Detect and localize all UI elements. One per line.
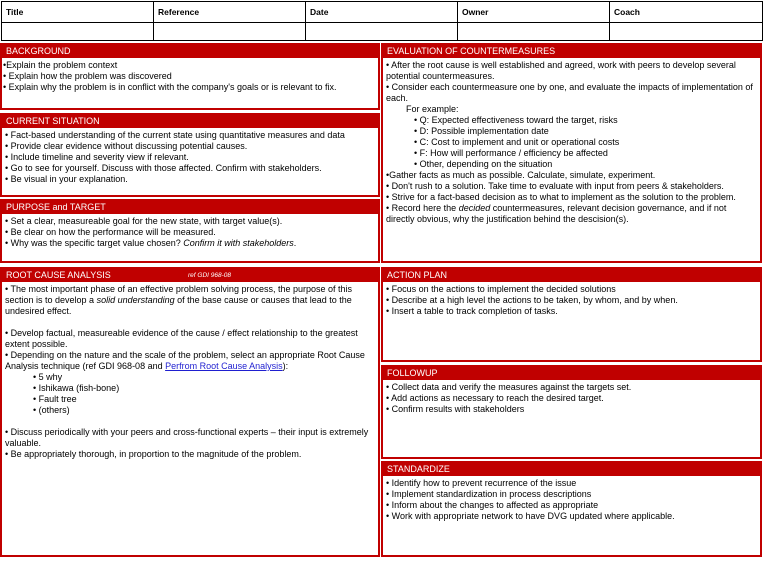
eval-example: • C: Cost to implement and unit or operational costs [414, 137, 620, 147]
background-item: •Explain the problem context [3, 60, 118, 70]
rca-technique: • Ishikawa (fish-bone) [33, 383, 120, 393]
standardize-panel [381, 461, 762, 557]
header-owner-label: Owner [458, 2, 610, 23]
rca-technique: • (others) [33, 405, 70, 415]
eval-paragraph: • After the root cause is well established and agreed, work with peers to develop several potential countermeasures. [386, 60, 736, 81]
eval-line: • Strive for a fact-based decision as to what to implement as the solution to the problem. [386, 192, 736, 202]
standardize-title: STANDARDIZE [383, 463, 760, 476]
current-item: • Provide clear evidence without discussing potential causes. [5, 141, 248, 151]
background-panel [0, 43, 380, 110]
root-cause-ref: ref GDI 968-08 [188, 272, 231, 279]
action-item: • Describe at a high level the actions to be taken, by whom, and by when. [386, 295, 678, 305]
action-plan-title: ACTION PLAN [383, 269, 760, 282]
purpose-item: • Why was the specific target value chosen? Confirm it with stakeholders. [5, 238, 297, 248]
rca-technique: • Fault tree [33, 394, 77, 404]
background-item: • Explain why the problem is in conflict with the company's goals or is relevant to fix. [3, 82, 337, 92]
evaluation-title: EVALUATION OF COUNTERMEASURES [383, 45, 760, 58]
current-item: • Include timeline and severity view if relevant. [5, 152, 189, 162]
action-plan-panel [381, 267, 762, 362]
header-date-field[interactable] [306, 22, 458, 40]
followup-item: • Collect data and verify the measures against the targets set. [386, 382, 632, 392]
eval-example: • F: How will performance / efficiency be affected [414, 148, 608, 158]
eval-paragraph: • Consider each countermeasure one by one, and evaluate the impacts of implementation of each. [386, 82, 753, 103]
background-item: • Explain how the problem was discovered [3, 71, 172, 81]
evaluation-panel [381, 43, 762, 263]
purpose-target-panel [0, 199, 380, 263]
rca-paragraph: • Develop factual, measureable evidence of the cause / effect relationship to the greatest extent possible. [5, 328, 358, 349]
followup-item: • Confirm results with stakeholders [386, 404, 525, 414]
action-item: • Insert a table to track completion of tasks. [386, 306, 558, 316]
rca-paragraph: • Be appropriately thorough, in proportion to the magnitude of the problem. [5, 449, 302, 459]
rca-paragraph: • Discuss periodically with your peers and cross-functional experts – their input is extremely valuable. [5, 427, 369, 448]
purpose-target-title: PURPOSE and TARGET [2, 201, 378, 214]
current-item: • Fact-based understanding of the current state using quantitative measures and data [5, 130, 345, 140]
standardize-item: • Work with appropriate network to have DVG updated where applicable. [386, 511, 675, 521]
followup-panel [381, 365, 762, 459]
rca-paragraph: • Depending on the nature and the scale of the problem, select an appropriate Root Cause Analysis technique (ref GDI 968-08 and Perfrom Root Cause Analysis): [5, 350, 365, 371]
header-title-field[interactable] [2, 22, 154, 40]
eval-line: •Gather facts as much as possible. Calculate, simulate, experiment. [386, 170, 656, 180]
standardize-item: • Inform about the changes to affected as appropriate [386, 500, 599, 510]
header-title-label: Title [2, 2, 154, 23]
eval-paragraph: • Record here the decided countermeasures, relevant decision governance, and if not directly obvious, why the justification behind the descision(s). [386, 203, 727, 224]
eval-example: • D: Possible implementation date [414, 126, 549, 136]
header-owner-field[interactable] [458, 22, 610, 40]
standardize-item: • Implement standardization in process descriptions [386, 489, 592, 499]
rca-technique: • 5 why [33, 372, 63, 382]
followup-item: • Add actions as necessary to reach the desired target. [386, 393, 604, 403]
current-situation-panel [0, 113, 380, 197]
eval-line: • Don't rush to a solution. Take time to evaluate with input from peers & stakeholders. [386, 181, 724, 191]
purpose-item: • Be clear on how the performance will be measured. [5, 227, 216, 237]
header-table [1, 1, 763, 41]
header-coach-label: Coach [610, 2, 763, 23]
eval-example-label: For example: [406, 104, 459, 114]
header-reference-label: Reference [154, 2, 306, 23]
eval-example: • Other, depending on the situation [414, 159, 553, 169]
eval-example: • Q: Expected effectiveness toward the target, risks [414, 115, 618, 125]
purpose-item: • Set a clear, measureable goal for the new state, with target value(s). [5, 216, 283, 226]
current-situation-title: CURRENT SITUATION [2, 115, 378, 128]
followup-title: FOLLOWUP [383, 367, 760, 380]
rca-paragraph: • The most important phase of an effective problem solving process, the purpose of this section is to develop a solid understanding of the base cause or causes that lead to the undesired effect. [5, 284, 353, 316]
root-cause-panel [0, 267, 380, 557]
header-reference-field[interactable] [154, 22, 306, 40]
perform-rca-link[interactable]: Perfrom Root Cause Analysis [165, 361, 283, 371]
header-date-label: Date [306, 2, 458, 23]
background-title: BACKGROUND [2, 45, 378, 58]
current-item: • Be visual in your explanation. [5, 174, 128, 184]
standardize-item: • Identify how to prevent recurrence of the issue [386, 478, 577, 488]
current-item: • Go to see for yourself. Discuss with those affected. Confirm with stakeholders. [5, 163, 322, 173]
root-cause-title: ROOT CAUSE ANALYSIS ref GDI 968-08 [2, 269, 378, 282]
header-coach-field[interactable] [610, 22, 763, 40]
action-item: • Focus on the actions to implement the decided solutions [386, 284, 616, 294]
